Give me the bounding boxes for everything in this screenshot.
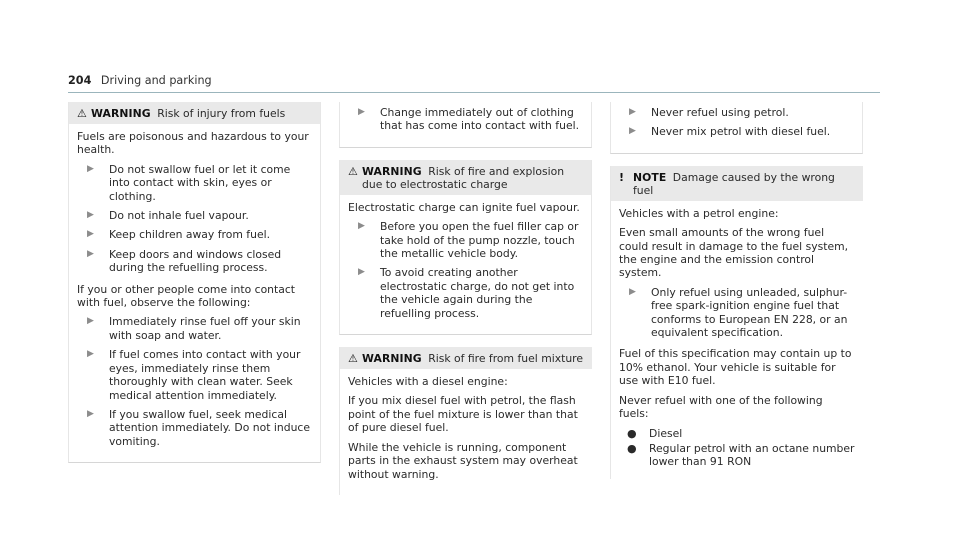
warning-title: Risk of fire and explosion due to electrostatic charge xyxy=(362,164,565,191)
arrow-icon: ▶ xyxy=(629,126,636,137)
note-para: Fuel of this specification may contain up to 10% ethanol. Your vehicle is suitable for use with E10 fuel. xyxy=(619,347,852,388)
arrow-icon: ▶ xyxy=(358,107,365,117)
warning-keyword: WARNING xyxy=(362,352,422,366)
arrow-icon: ▶ xyxy=(358,221,365,232)
warning-para: Vehicles with a diesel engine: xyxy=(348,375,508,389)
note-para: Even small amounts of the wrong fuel could result in damage to the fuel system, the engine and the emission control system. xyxy=(619,226,849,280)
note-keyword: NOTE xyxy=(633,170,667,184)
warning-triangle-icon: ⚠ xyxy=(348,164,358,178)
warning-triangle-icon: ⚠ xyxy=(348,352,358,366)
step-item: ▶ Never mix petrol with diesel fuel. xyxy=(619,125,854,138)
bullet-item: ● Regular petrol with an octane number lower than 91 RON xyxy=(619,442,855,469)
warning-para: While the vehicle is running, component parts in the exhaust system may overheat without warning. xyxy=(348,440,578,481)
arrow-icon: ▶ xyxy=(358,267,365,278)
warning-intro: Electrostatic charge can ignite fuel vapour. xyxy=(348,200,580,214)
warning-para: If you or other people come into contact with fuel, observe the following: xyxy=(77,282,296,310)
arrow-icon: ▶ xyxy=(629,107,636,117)
page-header xyxy=(68,74,880,93)
arrow-icon: ▶ xyxy=(87,163,94,174)
warning-para: If you mix diesel fuel with petrol, the flash point of the fuel mixture is lower than that of pure diesel fuel. xyxy=(348,394,578,435)
warning-electrostatic xyxy=(339,160,592,335)
warning-fuel-mixture xyxy=(339,347,592,495)
note-para: Never refuel with one of the following fuels: xyxy=(619,393,823,421)
warning-title: Risk of injury from fuels xyxy=(157,107,286,120)
step-item: ▶ Do not swallow fuel or let it come into contact with skin, eyes or clothing. xyxy=(77,163,312,203)
section-title: Driving and parking xyxy=(100,74,212,87)
warning-bar xyxy=(69,102,320,124)
step-item: ▶ If fuel comes into contact with your eyes, immediately rinse them thoroughly with clean water. Seek medical attention immediately. xyxy=(77,348,312,402)
warning-continuation xyxy=(339,102,592,148)
bullet-icon: ● xyxy=(627,441,637,455)
arrow-icon: ▶ xyxy=(629,286,636,297)
step-item: ▶ Only refuel using unleaded, sulphur-free spark-ignition engine fuel that conforms to European EN 228, or an equivalent specification. xyxy=(619,286,855,340)
step-item: ▶ Change immediately out of clothing that has come into contact with fuel. xyxy=(348,106,583,133)
warning-intro: Fuels are poisonous and hazardous to your health. xyxy=(77,130,309,157)
step-item: ▶ Before you open the fuel filler cap or take hold of the pump nozzle, touch the metallic vehicle body. xyxy=(348,220,583,260)
step-item: ▶ To avoid creating another electrostatic charge, do not get into the vehicle again during the refuelling process. xyxy=(348,266,583,320)
arrow-icon: ▶ xyxy=(87,210,94,221)
warning-continuation xyxy=(610,102,863,154)
column-1 xyxy=(68,102,321,463)
note-bar xyxy=(611,166,863,201)
step-item: ▶ Immediately rinse fuel off your skin with soap and water. xyxy=(77,315,312,342)
step-item: ▶ Keep children away from fuel. xyxy=(77,228,312,241)
column-2 xyxy=(339,102,592,495)
step-item: ▶ Do not inhale fuel vapour. xyxy=(77,209,312,222)
arrow-icon: ▶ xyxy=(87,229,94,240)
arrow-icon: ▶ xyxy=(87,349,94,360)
page-number: 204 xyxy=(68,74,92,87)
arrow-icon: ▶ xyxy=(87,408,94,419)
warning-bar xyxy=(340,160,591,195)
step-item: ▶ If you swallow fuel, seek medical attention immediately. Do not induce vomiting. xyxy=(77,408,312,448)
exclamation-icon: ! xyxy=(619,170,625,184)
step-item: ▶ Never refuel using petrol. xyxy=(619,106,854,119)
warning-bar xyxy=(340,347,592,369)
step-item: ▶ Keep doors and windows closed during the refuelling process. xyxy=(77,248,312,275)
note-title: Damage caused by the wrong fuel xyxy=(633,170,835,197)
column-3 xyxy=(610,102,863,479)
bullet-icon: ● xyxy=(627,426,637,440)
note-para: Vehicles with a petrol engine: xyxy=(619,206,779,220)
warning-keyword: WARNING xyxy=(91,107,151,120)
warning-title: Risk of fire from fuel mixture xyxy=(428,352,584,366)
warning-fuel-injury xyxy=(68,102,321,463)
note-wrong-fuel xyxy=(610,166,863,479)
bullet-item: ● Diesel xyxy=(619,427,855,440)
warning-keyword: WARNING xyxy=(362,164,422,178)
arrow-icon: ▶ xyxy=(87,316,94,327)
warning-triangle-icon: ⚠ xyxy=(77,107,87,120)
arrow-icon: ▶ xyxy=(87,248,94,259)
